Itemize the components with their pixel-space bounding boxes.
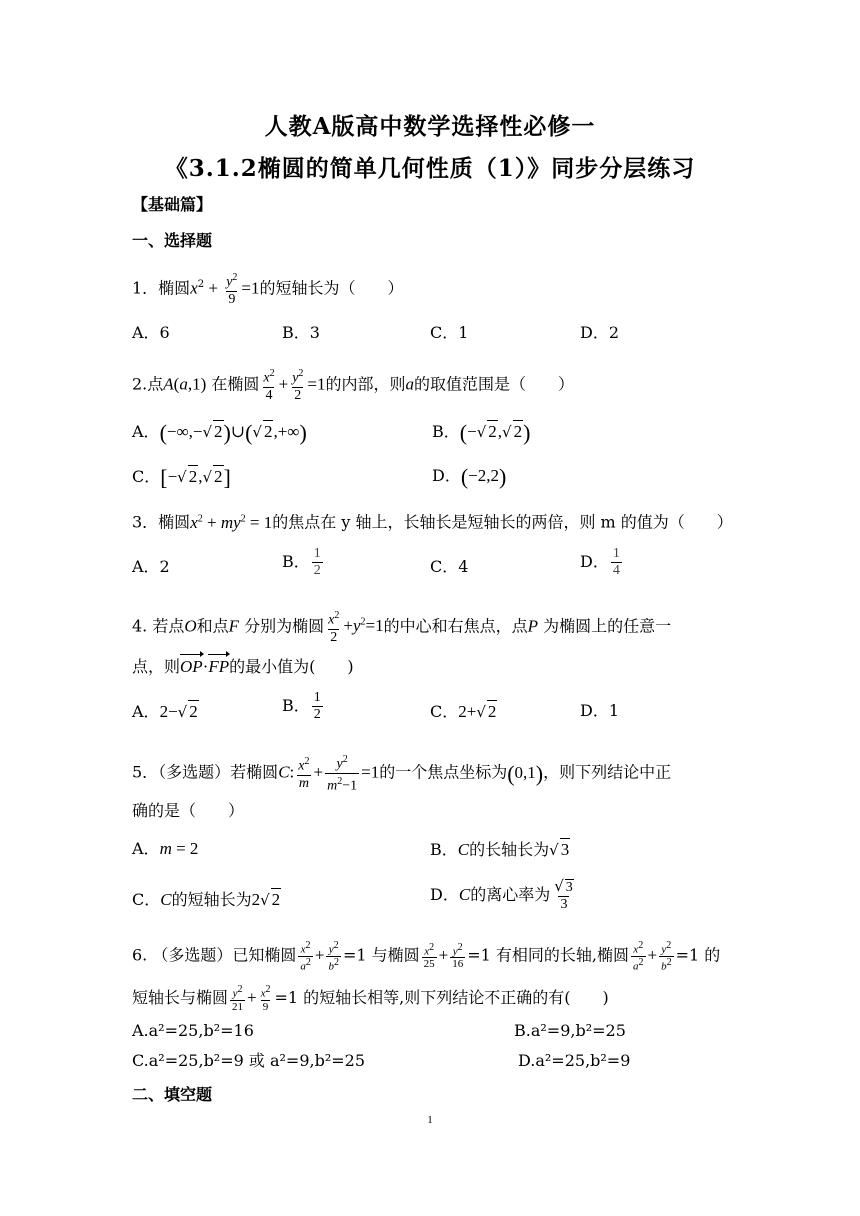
q5-option-a: A．m = 2 (132, 839, 199, 858)
q6-option-c: C.a²=25,b²=9 或 a²=9,b²=25 (132, 1051, 366, 1070)
question-5-line-1: 5．（多选题）若椭圆C: $\frac{x^2}{m}$ + $\frac{y^2}{m^2-1}$ =1的一个焦点坐标为(0,1)，则下列结论中正 (132, 754, 672, 794)
question-4-line-2: 点，则OP·FP的最小值为( ) (132, 657, 354, 676)
page-number: 1 (427, 1114, 433, 1126)
q5-option-d: D．C的离心率为 $\frac{√ 3}{3}$ (430, 877, 573, 912)
q3-option-c: C．4 (430, 557, 469, 576)
question-4-line-1: 4. 若点O和点F 分别为椭圆 $\frac{x^2}{2}$ $+y^2=1$的中心和右焦点，点P 为椭圆上的任意一 (132, 610, 672, 645)
section-basic: 【基础篇】 (132, 195, 213, 214)
q4-option-a: A．2−√ 2 (132, 702, 198, 721)
part-choice: 一、选择题 (132, 231, 213, 250)
q3-option-d: D． $\frac{1}{4}$ (580, 546, 620, 578)
q4-option-d: D．1 (580, 701, 620, 720)
question-5-line-2: 确的是（ ） (132, 801, 245, 820)
part-fill-in: 二、填空题 (132, 1085, 213, 1104)
q2-option-a: A．(−∞,−√ 2)∪(√ 2,+∞) (132, 420, 307, 446)
q6-option-d: D.a²=25,b²=9 (518, 1051, 631, 1070)
q1-option-b: B．3 (282, 323, 320, 342)
q5-option-b: B．C的长轴长为√ 3 (430, 840, 570, 859)
q1-option-d: D．2 (580, 323, 620, 342)
question-1: 1．椭圆$x^2$ + $\frac{y^2}{9}$ =1的短轴长为（ ） (132, 272, 404, 307)
q2-option-c: C．[−√ 2,√ 2] (132, 465, 231, 491)
question-3: 3．椭圆$x^2 + my^2 = 1$的焦点在 y 轴上，长轴长是短轴长的两倍，则 m 的值为（ ） (132, 512, 733, 532)
q2-option-b: B．(−√ 2,√ 2) (432, 420, 531, 446)
q6-option-b: B.a²=9,b²=25 (514, 1021, 626, 1040)
q3-option-b: B． $\frac{1}{2}$ (282, 546, 321, 578)
q4-option-c: C．2+√ 2 (430, 702, 497, 721)
title-line-2: 《3.1.2椭圆的简单几何性质（1）》同步分层练习 (164, 155, 696, 182)
q2-option-d: D．(−2,2) (432, 464, 507, 490)
question-6-line-1: 6. （多选题）已知椭圆 $\frac{x^2}{a^2}$ + $\frac{y^2}{b^2}$ =1 与椭圆 $\frac{x^2}{25}$ + $\frac{y^2}{16}$ =1 有相同的长轴,椭圆 $\frac{x^2}{a^2}$ + $\frac{y^2}{b^2}$ =1 的 (132, 940, 721, 973)
q6-option-a: A.a²=25,b²=16 (132, 1021, 254, 1040)
q4-option-b: B． $\frac{1}{2}$ (282, 690, 321, 722)
q1-option-c: C．1 (430, 323, 469, 342)
question-6-line-2: 短轴长与椭圆 $\frac{y^2}{21}$ + $\frac{x^2}{9}$ =1 的短轴长相等,则下列结论不正确的有( ) (132, 984, 609, 1013)
q1-option-a: A．6 (132, 323, 170, 342)
q3-option-a: A．2 (132, 557, 170, 576)
title-line-1: 人教A版高中数学选择性必修一 (264, 113, 596, 140)
question-2: 2.点A(a,1) 在椭圆 $\frac{x^2}{4}$ + $\frac{y^2}{2}$ =1的内部，则a的取值范围是（ ） (132, 368, 575, 403)
q5-option-c: C．C的短轴长为2√ 2 (132, 890, 281, 909)
